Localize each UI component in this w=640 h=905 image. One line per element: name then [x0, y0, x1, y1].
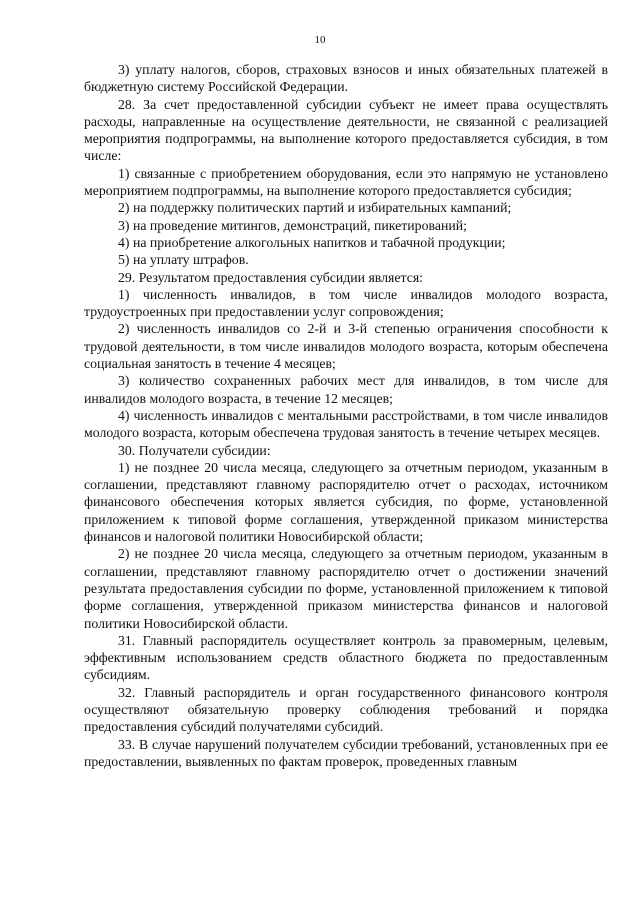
paragraph-31: 31. Главный распорядитель осуществляет контроль за правомерным, целевым, эффективным использованием средств областного бюджета по предоставленным субсидиям. — [84, 632, 608, 683]
paragraph-28-item-5: 5) на уплату штрафов. — [118, 252, 249, 268]
paragraph-item-3-taxes: 3) уплату налогов, сборов, страховых взносов и иных обязательных платежей в бюджетную систему Российской Федерации. — [84, 62, 608, 95]
paragraph-28-item-2: 2) на поддержку политических партий и избирательных кампаний; — [118, 200, 512, 216]
paragraph-29: 29. Результатом предоставления субсидии является: — [118, 269, 423, 285]
paragraph-29-item-1: 1) численность инвалидов, в том числе инвалидов молодого возраста, трудоустроенных при предоставлении услуг сопровождения; — [84, 286, 608, 320]
paragraph-28-item-3: 3) на проведение митингов, демонстраций, пикетирований; — [118, 217, 467, 233]
paragraph-29-item-2: 2) численность инвалидов со 2-й и 3-й степенью ограничения способности к трудовой деятельности, в том числе инвалидов молодого возраста, которым обеспечена социальная занятость в течение 4 месяцев; — [84, 321, 608, 372]
page-number: 10 — [314, 34, 326, 46]
paragraph-28-item-1: 1) связанные с приобретением оборудования, если это напрямую не установлено мероприятием подпрограммы, на выполнение которого предоставляется субсидия; — [84, 165, 608, 199]
paragraph-30: 30. Получатели субсидии: — [118, 442, 271, 458]
paragraph-28: 28. За счет предоставленной субсидии субъект не имеет права осуществлять расходы, направленные на осуществление деятельности, не связанной с реализацией мероприятия подпрограммы, на выполнение которого предоставляется субсидия, в том числе: — [84, 96, 608, 164]
paragraph-30-item-1: 1) не позднее 20 числа месяца, следующего за отчетным периодом, указанным в соглашении, представляют главному распорядителю отчет о расходах, источником финансового обеспечения которых является субсидия, по форме, установленной приложением к типовой форме соглашения, утвержденной приказом министерства финансов и налоговой политики Новосибирской области; — [84, 459, 608, 545]
paragraph-30-item-2: 2) не позднее 20 числа месяца, следующего за отчетным периодом, указанным в соглашении, представляют главному распорядителю отчет о достижении значений результата предоставления субсидии по форме, установленной приложением к типовой форме соглашения, утвержденной приказом министерства финансов и налоговой политики Новосибирской области. — [84, 546, 608, 631]
paragraph-33: 33. В случае нарушений получателем субсидии требований, установленных при ее предоставлении, выявленных по фактам проверок, проведенных главным — [84, 736, 608, 769]
document-body — [84, 61, 608, 770]
paragraph-29-item-3: 3) количество сохраненных рабочих мест для инвалидов, в том числе для инвалидов молодого возраста, в течение 12 месяцев; — [84, 373, 608, 406]
paragraph-28-item-4: 4) на приобретение алкогольных напитков и табачной продукции; — [118, 234, 506, 250]
paragraph-32: 32. Главный распорядитель и орган государственного финансового контроля осуществляют обязательную проверку соблюдения требований и порядка предоставления субсидий получателями субсидий. — [84, 684, 608, 735]
paragraph-29-item-4: 4) численность инвалидов с ментальными расстройствами, в том числе инвалидов молодого возраста, которым обеспечена трудовая занятость в течение четырех месяцев. — [84, 407, 608, 441]
